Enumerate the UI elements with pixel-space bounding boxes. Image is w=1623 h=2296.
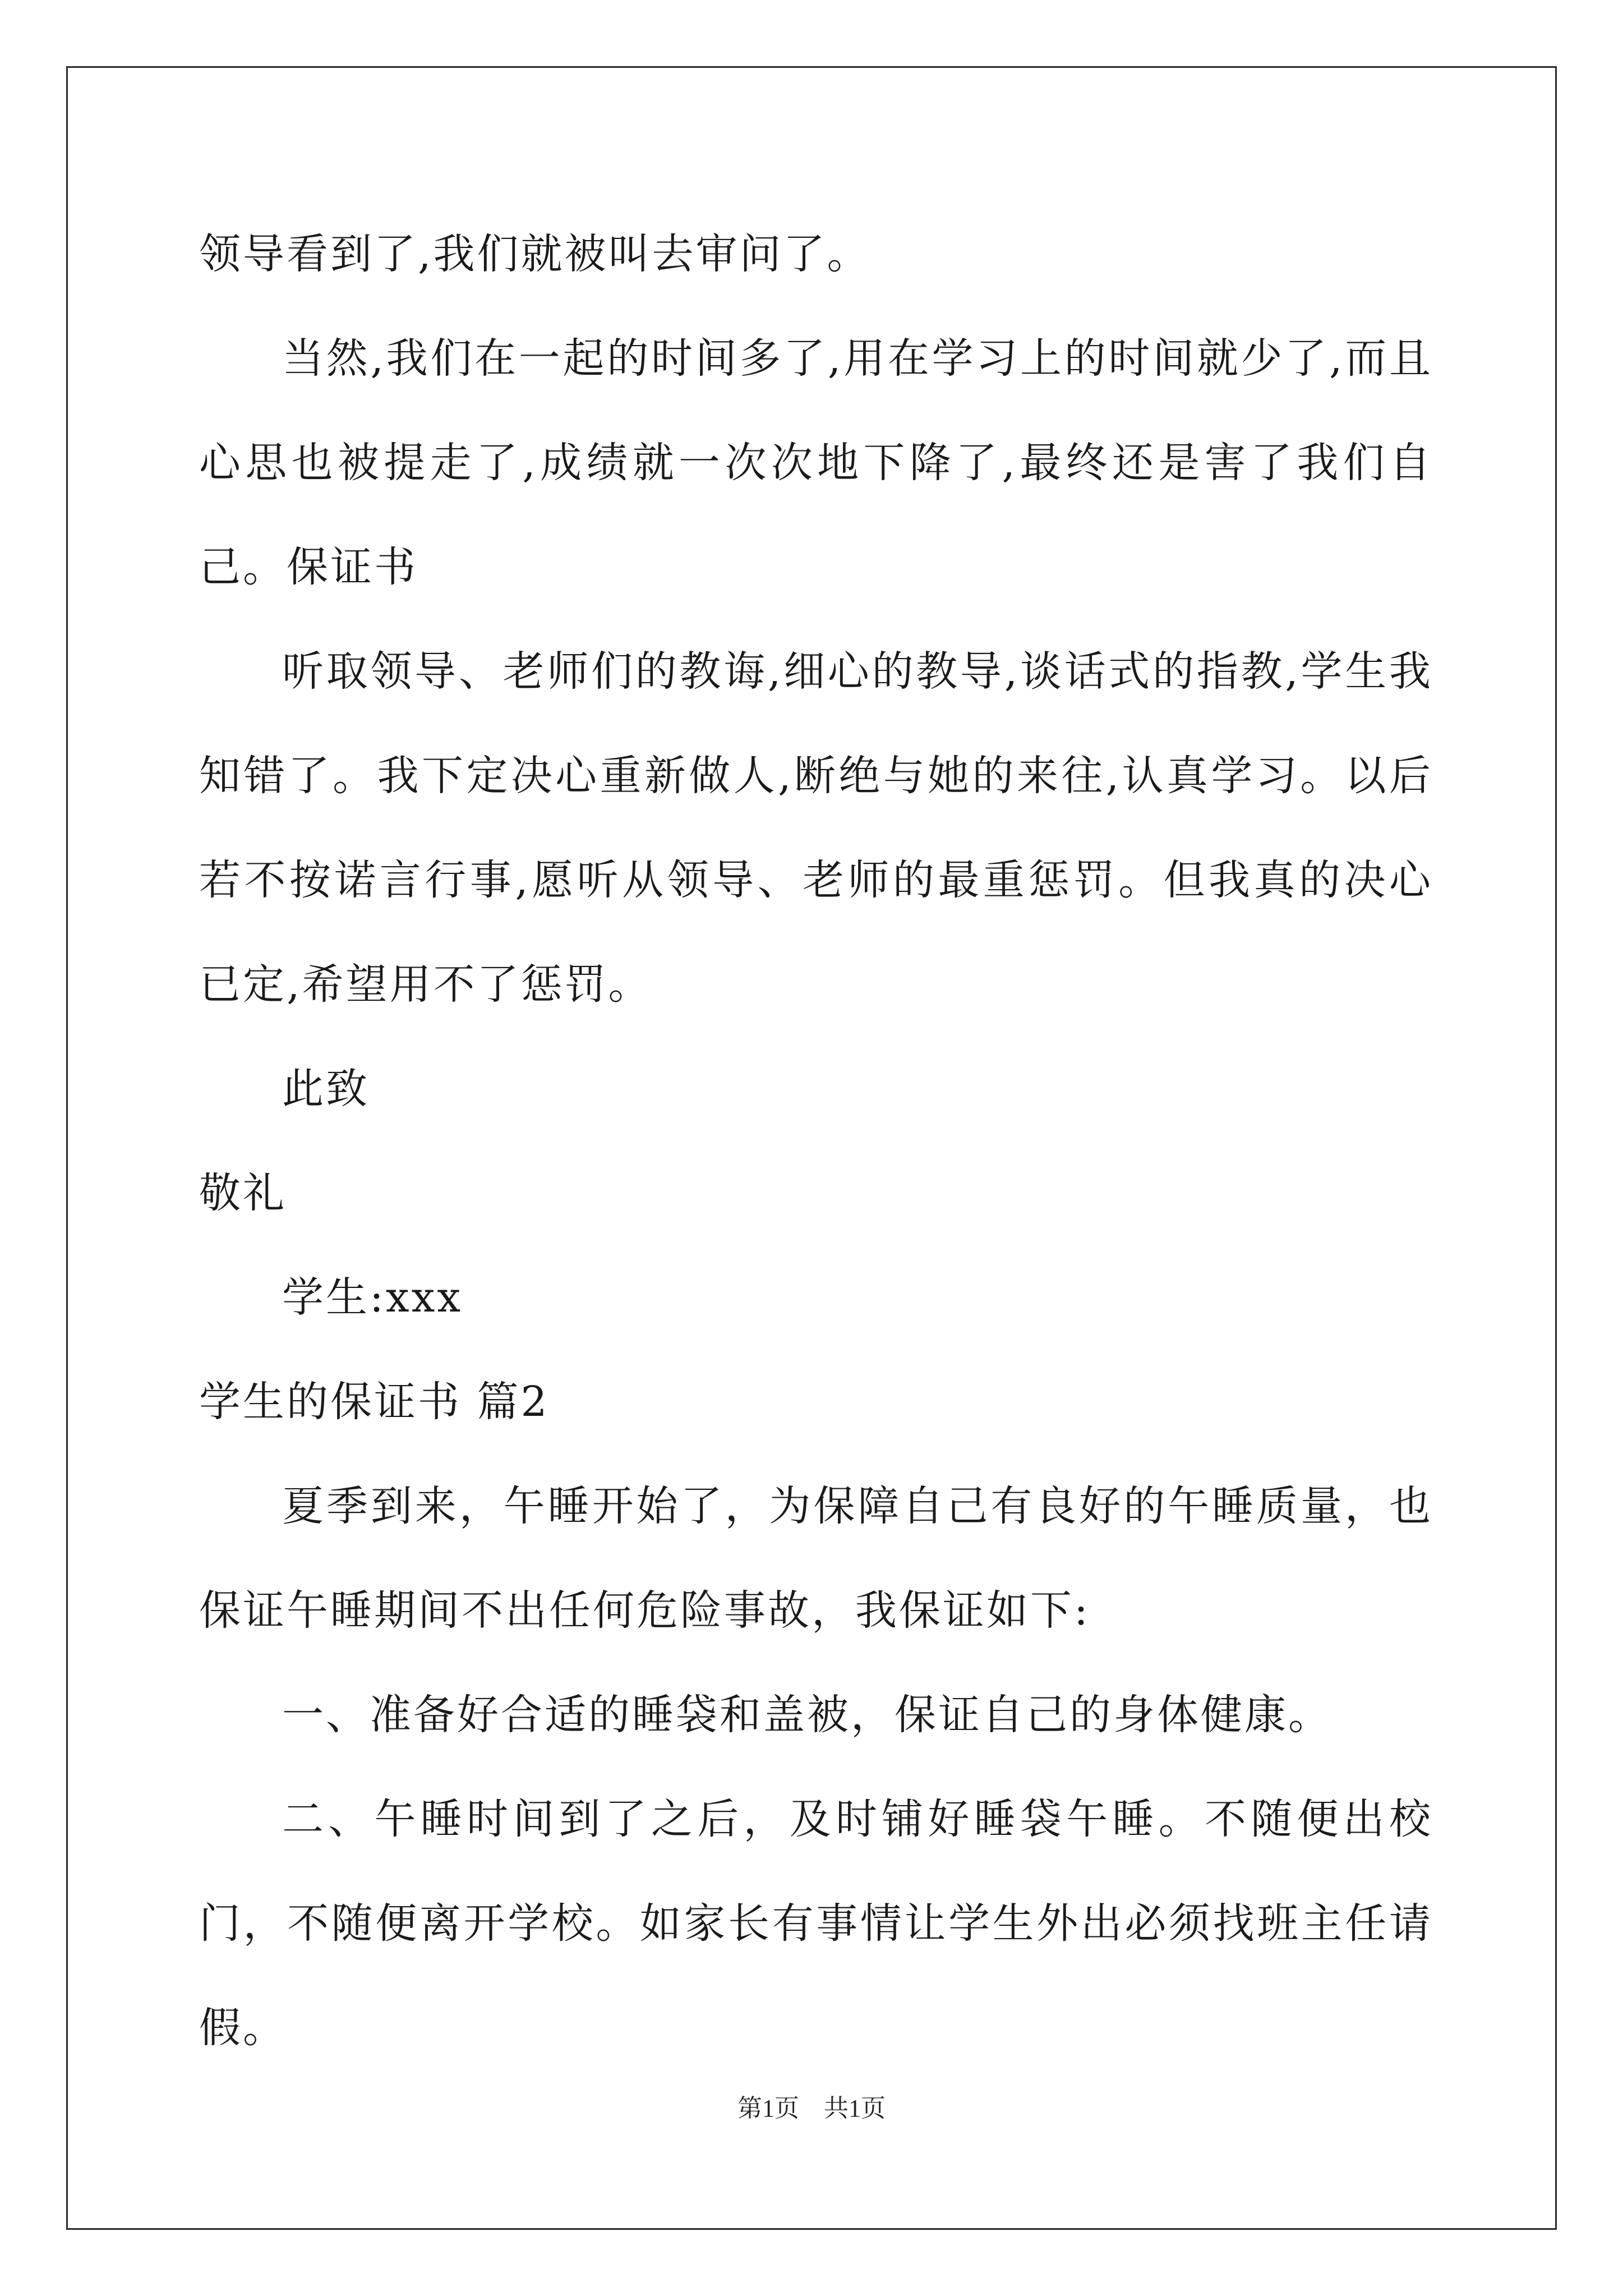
paragraph-item-2: 二、午睡时间到了之后，及时铺好睡袋午睡。不随便出校门，不随便离开学校。如家长有事情让学生外出必须找班主任请假。 [199,1795,1433,2052]
signature: 学生:xxx [282,1273,463,1322]
paragraph-item-1: 一、准备好合适的睡袋和盖被，保证自己的身体健康。 [282,1691,1332,1739]
closing-respect: 敬礼 [199,1169,287,1217]
paragraph-3: 听取领导、老师们的教诲,细心的教导,谈话式的指教,学生我知错了。我下定决心重新做人,断绝与她的来往,认真学习。以后若不按诺言行事,愿听从领导、老师的最重惩罚。但我真的决心已定,希望用不了惩罚。 [199,647,1433,1009]
paragraph-1: 领导看到了,我们就被叫去审问了。 [199,230,871,278]
paragraph-2: 当然,我们在一起的时间多了,用在学习上的时间就少了,而且心思也被提走了,成绩就一次次地下降了,最终还是害了我们自己。保证书 [199,334,1433,591]
closing-salutation: 此致 [282,1065,370,1113]
document-body [199,202,1433,2080]
page-footer: 第1页 共1页 [737,2095,886,2122]
section-heading: 学生的保证书 篇2 [199,1378,550,1426]
paragraph-intro: 夏季到来，午睡开始了，为保障自己有良好的午睡质量，也保证午睡期间不出任何危险事故，我保证如下: [199,1482,1433,1635]
